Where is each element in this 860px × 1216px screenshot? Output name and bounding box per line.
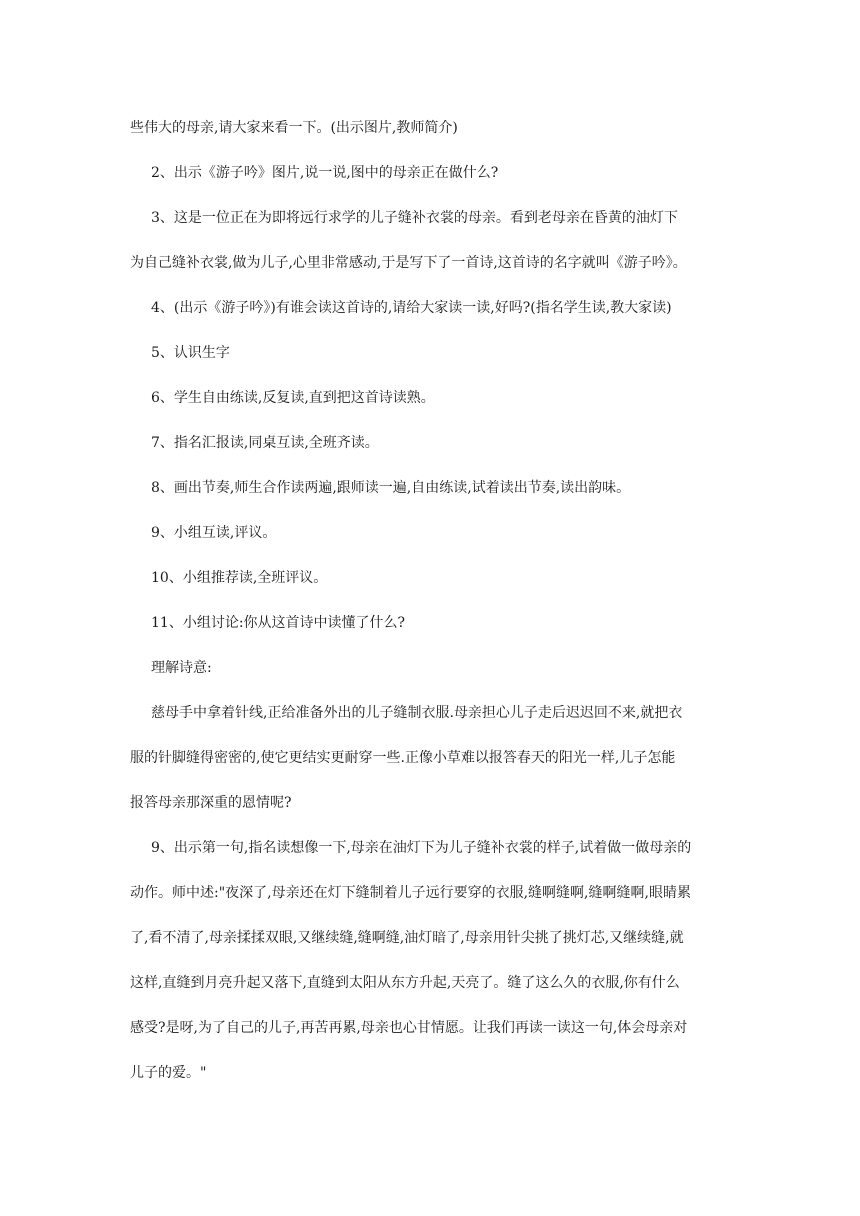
text-line: 4、(出示《游子吟》)有谁会读这首诗的,请给大家读一读,好吗?(指名学生读,教大家读)	[151, 300, 672, 316]
text-line: 6、学生自由练读,反复读,直到把这首诗读熟。	[151, 390, 435, 406]
text-line: 5、认识生字	[151, 345, 230, 361]
text-line: 为自己缝补衣裳,做为儿子,心里非常感动,于是写下了一首诗,这首诗的名字就叫《游子吟》。	[130, 255, 687, 271]
text-line: 3、这是一位正在为即将远行求学的儿子缝补衣裳的母亲。看到老母亲在昏黄的油灯下	[151, 210, 678, 226]
text-line: 9、出示第一句,指名读想像一下,母亲在油灯下为儿子缝补衣裳的样子,试着做一做母亲的	[151, 840, 692, 856]
text-line: 了,看不清了,母亲揉揉双眼,又继续缝,缝啊缝,油灯暗了,母亲用针尖挑了挑灯芯,又继续缝,就	[130, 930, 684, 946]
text-line: 2、出示《游子吟》图片,说一说,图中的母亲正在做什么?	[151, 165, 499, 181]
text-line: 9、小组互读,评议。	[151, 525, 277, 541]
text-line: 动作。师中述:"夜深了,母亲还在灯下缝制着儿子远行要穿的衣服,缝啊缝啊,缝啊缝啊,眼睛累	[130, 885, 691, 901]
text-line: 些伟大的母亲,请大家来看一下。(出示图片,教师简介)	[130, 120, 458, 136]
text-line: 11、小组讨论:你从这首诗中读懂了什么?	[151, 615, 406, 631]
text-line: 报答母亲那深重的恩情呢?	[130, 795, 292, 811]
text-line: 这样,直缝到月亮升起又落下,直缝到太阳从东方升起,天亮了。缝了这么久的衣服,你有什么	[130, 975, 680, 991]
text-line: 感受?是呀,为了自己的儿子,再苦再累,母亲也心甘情愿。让我们再读一读这一句,体会母亲对	[130, 1020, 688, 1036]
text-line: 服的针脚缝得密密的,使它更结实更耐穿一些.正像小草难以报答春天的阳光一样,儿子怎能	[130, 750, 676, 766]
text-line: 10、小组推荐读,全班评议。	[151, 570, 328, 586]
text-line: 儿子的爱。"	[130, 1065, 207, 1081]
text-line: 慈母手中拿着针线,正给准备外出的儿子缝制衣服.母亲担心儿子走后迟迟回不来,就把衣	[151, 705, 683, 721]
text-line: 8、画出节奏,师生合作读两遍,跟师读一遍,自由练读,试着读出节奏,读出韵味。	[151, 480, 631, 496]
text-line: 7、指名汇报读,同桌互读,全班齐读。	[151, 435, 379, 451]
text-line: 理解诗意:	[151, 660, 212, 676]
